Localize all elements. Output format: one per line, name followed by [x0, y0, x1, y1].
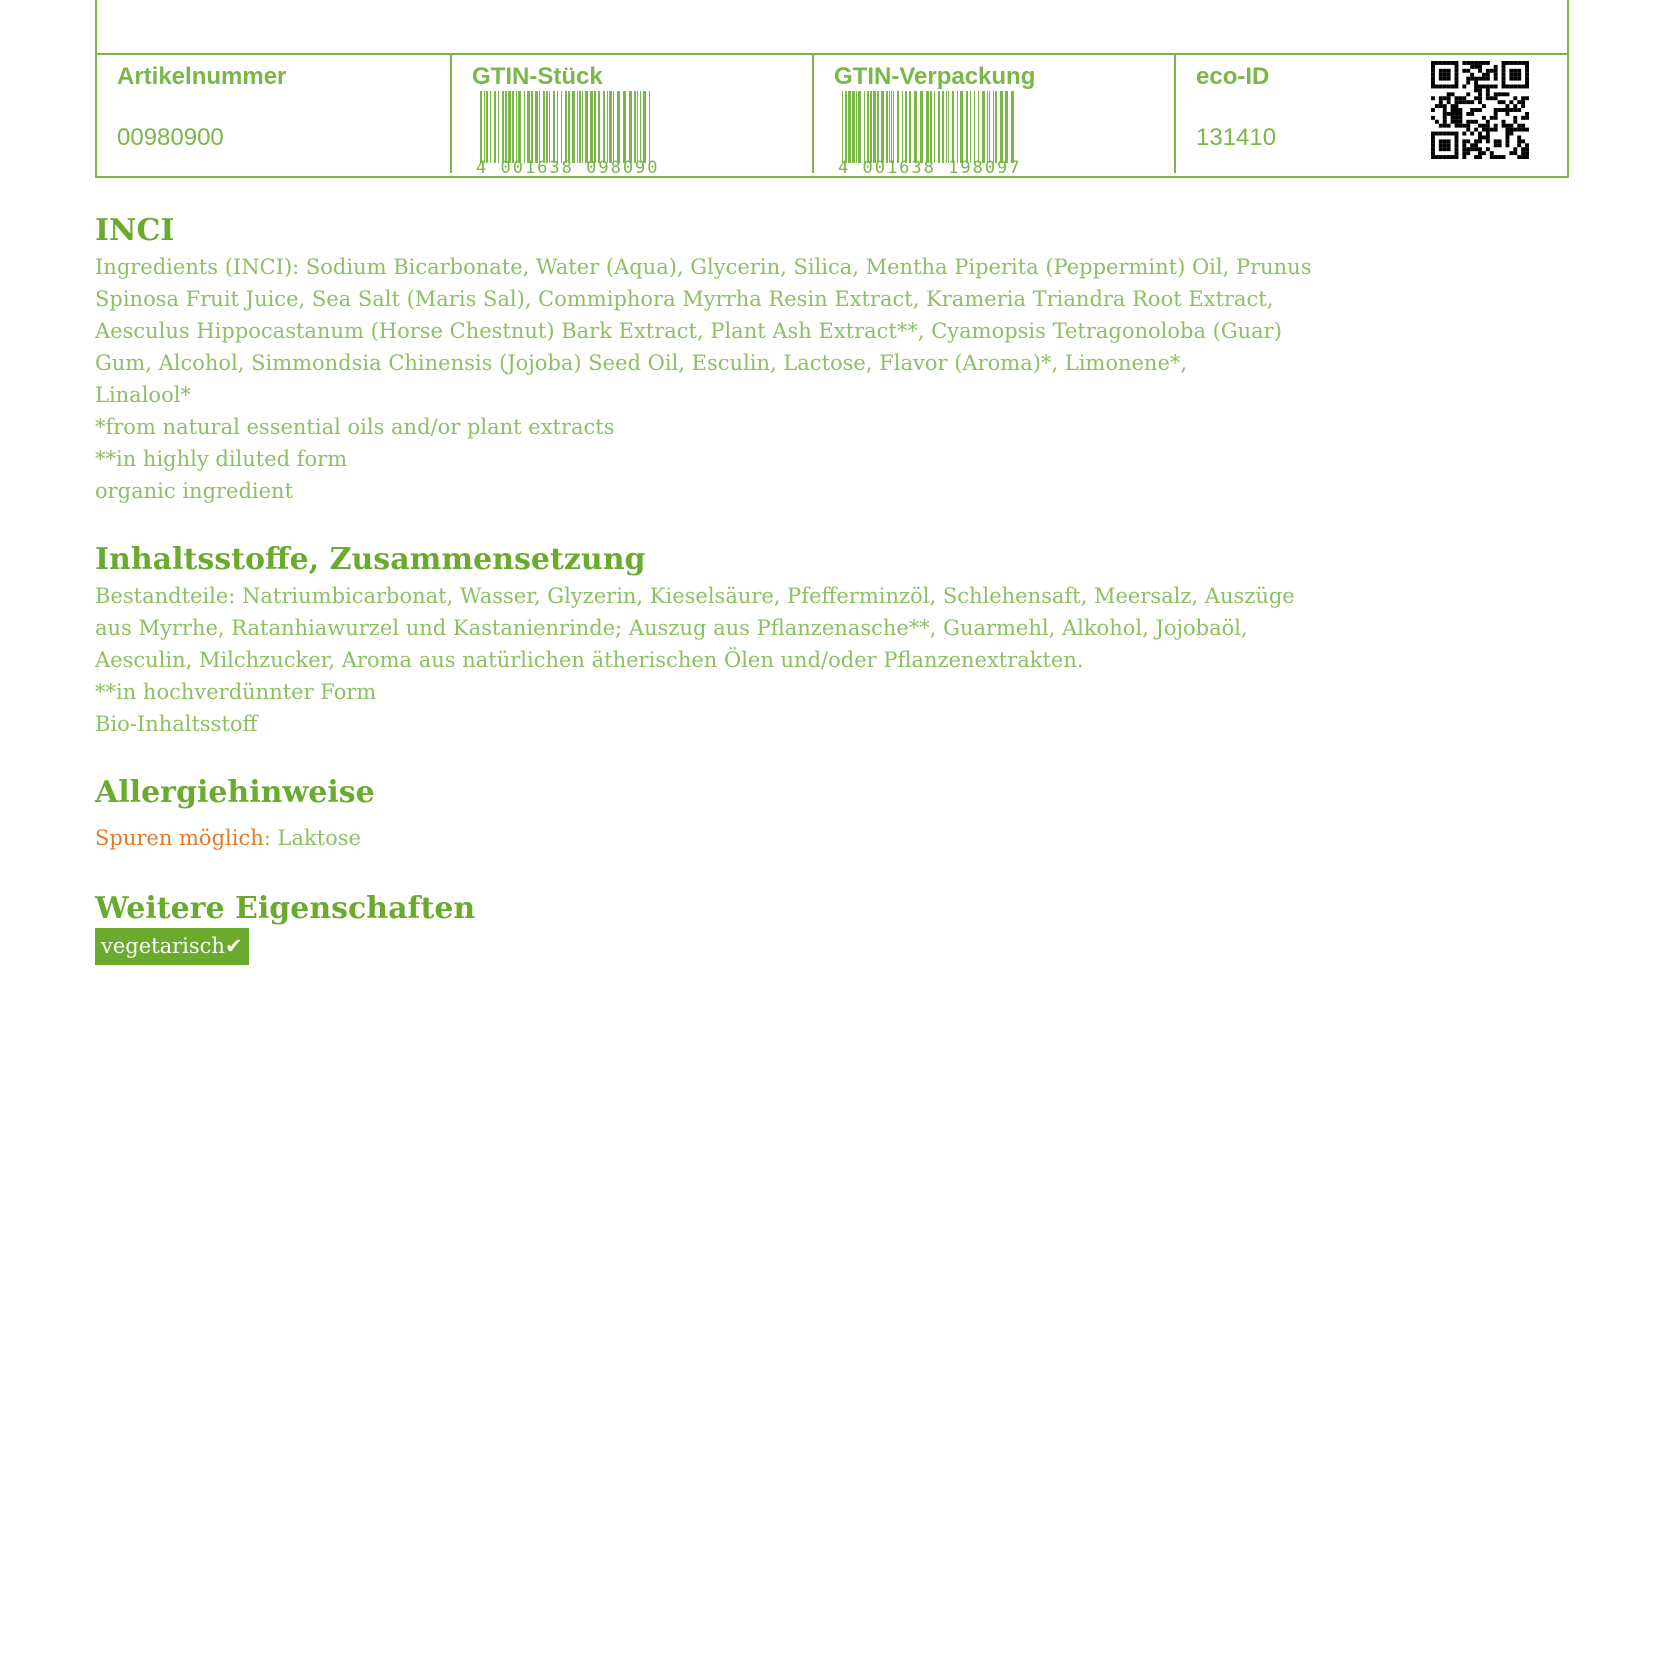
gtin-piece-barcode	[476, 91, 660, 178]
barcode-bars	[476, 91, 656, 163]
traces-label: Spuren möglich	[95, 826, 264, 850]
traces-value: : Laktose	[263, 826, 361, 850]
article-number-value: 00980900	[117, 124, 224, 151]
product-info-table	[95, 0, 1569, 178]
inci-text	[95, 251, 1335, 507]
allergy-traces	[95, 822, 1335, 854]
inci-footnote: organic ingredient	[95, 479, 294, 503]
article-number-label: Artikelnummer	[117, 63, 287, 90]
inci-title: INCI	[95, 213, 175, 248]
inci-line: Linalool*	[95, 383, 191, 407]
allergy-section	[95, 775, 1335, 854]
barcode-bars	[838, 91, 1018, 163]
ingredients-de-footnote: **in hochverdünnter Form	[95, 680, 377, 704]
ingredients-de-footnote: Bio-Inhaltsstoff	[95, 712, 258, 736]
inci-footnote: *from natural essential oils and/or plant extracts	[95, 415, 615, 439]
inci-line: Aesculus Hippocastanum (Horse Chestnut) Bark Extract, Plant Ash Extract**, Cyamopsis Tetragonoloba (Guar)	[95, 319, 1282, 343]
eco-id-label: eco-ID	[1196, 63, 1270, 90]
gtin-piece-label: GTIN-Stück	[472, 63, 603, 90]
ingredients-de-line: aus Myrrhe, Ratanhiawurzel und Kastanienrinde; Auszug aus Pflanzenasche**, Guarmehl, Alkohol, Jojobaöl,	[95, 616, 1248, 640]
gtin-package-cell	[814, 55, 1176, 180]
inci-section	[95, 213, 1335, 507]
article-number-cell	[97, 55, 452, 180]
ingredients-de-section	[95, 542, 1335, 740]
product-info-row	[97, 53, 1567, 180]
eco-id-value: 131410	[1196, 124, 1277, 151]
inci-line: Spinosa Fruit Juice, Sea Salt (Maris Sal), Commiphora Myrrha Resin Extract, Krameria Triandra Root Extract,	[95, 287, 1274, 311]
vegetarian-badge: vegetarisch✔	[95, 928, 249, 965]
ingredients-de-text	[95, 580, 1335, 740]
inci-line: Ingredients (INCI): Sodium Bicarbonate, Water (Aqua), Glycerin, Silica, Mentha Piperita (Peppermint) Oil, Prunus	[95, 255, 1312, 279]
inci-footnote: **in highly diluted form	[95, 447, 348, 471]
gtin-piece-digits: 4 001638 098090	[476, 158, 660, 178]
allergy-title: Allergiehinweise	[95, 775, 375, 810]
gtin-piece-cell	[452, 55, 814, 180]
qr-code-icon	[1431, 61, 1529, 159]
gtin-package-digits: 4 001638 198097	[838, 158, 1022, 178]
gtin-package-barcode	[838, 91, 1022, 178]
ingredients-de-title: Inhaltsstoffe, Zusammensetzung	[95, 542, 646, 577]
inci-line: Gum, Alcohol, Simmondsia Chinensis (Jojoba) Seed Oil, Esculin, Lactose, Flavor (Aroma)*, Limonene*,	[95, 351, 1188, 375]
properties-section	[95, 891, 1335, 965]
gtin-package-label: GTIN-Verpackung	[834, 63, 1036, 90]
ingredients-de-line: Aesculin, Milchzucker, Aroma aus natürlichen ätherischen Ölen und/oder Pflanzenextrakten.	[95, 648, 1084, 672]
properties-title: Weitere Eigenschaften	[95, 891, 476, 926]
ingredients-de-line: Bestandteile: Natriumbicarbonat, Wasser, Glyzerin, Kieselsäure, Pfefferminzöl, Schlehensaft, Meersalz, Auszüge	[95, 584, 1295, 608]
eco-id-cell	[1176, 55, 1567, 180]
